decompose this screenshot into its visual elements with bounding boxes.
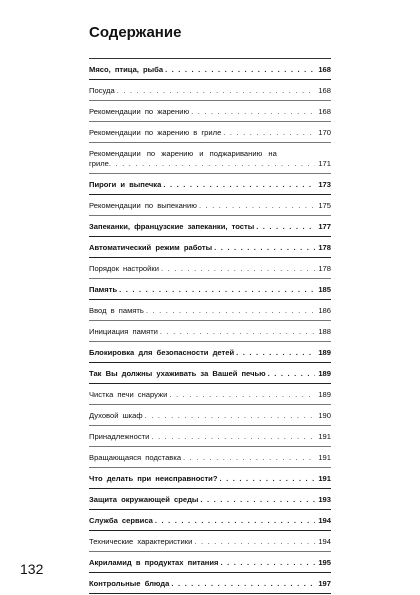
toc-entry (89, 573, 331, 594)
leader-dots (160, 327, 315, 337)
toc-entry-text: Вращающаяся подставка (89, 453, 182, 462)
toc-entry-page: 168 (318, 65, 331, 74)
toc-entry-text: Посуда (89, 86, 115, 95)
leader-dots (191, 107, 315, 117)
toc-entry (89, 321, 331, 342)
toc-entry-text: Память (89, 285, 118, 294)
leader-dots (169, 390, 315, 400)
toc-entry-page: 186 (318, 306, 331, 315)
toc-entry (89, 552, 331, 573)
toc-entry-page: 191 (318, 432, 331, 441)
toc-entry-page: 189 (318, 369, 331, 378)
toc-entry-text: Запеканки, французские запеканки, тосты (89, 222, 255, 231)
toc-entry (89, 174, 331, 195)
toc-entry-text: Рекомендации по жарению и поджариванию на (89, 149, 277, 158)
toc-entry (89, 279, 331, 300)
toc-entry (89, 468, 331, 489)
toc-entry (89, 363, 331, 384)
toc-entry-text: Инициация памяти (89, 327, 158, 336)
leader-dots (256, 222, 315, 232)
toc-entry-page: 193 (318, 495, 331, 504)
leader-dots (151, 432, 315, 442)
toc-entry-text: Что делать при неисправности? (89, 474, 218, 483)
toc-entry-page: 173 (318, 180, 331, 189)
toc-entry-page: 168 (318, 86, 331, 95)
leader-dots (165, 65, 315, 75)
toc-entry-page: 178 (318, 264, 331, 273)
toc-entry-label (89, 149, 331, 169)
leader-dots (214, 243, 315, 253)
toc-entry (89, 405, 331, 426)
toc-entry (89, 59, 331, 80)
toc-entry-text: Защита окружающей среды (89, 495, 199, 504)
toc-entry-page: 191 (318, 474, 331, 483)
toc-entry (89, 101, 331, 122)
toc-entry-text: Так Вы должны ухаживать за Вашей печью (89, 369, 266, 378)
toc-entry-page: 170 (318, 128, 331, 137)
toc-entry-text: Ввод в память (89, 306, 144, 315)
leader-dots (146, 306, 315, 316)
leader-dots (155, 516, 315, 526)
leader-dots (163, 180, 315, 190)
toc-entry (89, 237, 331, 258)
toc-entry-text: Пироги и выпечка (89, 180, 162, 189)
toc-entry-page: 195 (318, 558, 331, 567)
toc-entry-text: Блокировка для безопасности детей (89, 348, 235, 357)
leader-dots (199, 201, 315, 211)
toc-entry-text: Акриламид в продуктах питания (89, 558, 219, 567)
toc-entry-page: 189 (318, 348, 331, 357)
toc-entry (89, 531, 331, 552)
toc-entry-page: 178 (318, 243, 331, 252)
toc-entry (89, 384, 331, 405)
toc-entry-page: 191 (318, 453, 331, 462)
toc-entry-text: Автоматический режим работы (89, 243, 213, 252)
toc-entry-text: Технические характеристики (89, 537, 193, 546)
toc-entry-page: 168 (318, 107, 331, 116)
toc-entry (89, 80, 331, 101)
toc-entry-page: 185 (318, 285, 331, 294)
leader-dots (171, 579, 315, 589)
leader-dots (109, 159, 315, 169)
page-title: Содержание (89, 24, 182, 41)
toc-entry-text: Духовой шкаф (89, 411, 143, 420)
leader-dots (194, 537, 315, 547)
leader-dots (161, 264, 315, 274)
toc-entry-text: Рекомендации по жарению в гриле (89, 128, 222, 137)
toc-entry-page: 189 (318, 390, 331, 399)
leader-dots (223, 128, 315, 138)
page-number: 132 (20, 561, 44, 577)
leader-dots (236, 348, 315, 358)
toc-entry-page: 190 (318, 411, 331, 420)
toc-entry-text: Принадлежности (89, 432, 150, 441)
toc-entry (89, 195, 331, 216)
toc-entry (89, 426, 331, 447)
leader-dots (145, 411, 316, 421)
toc-entry-text: Рекомендации по выпеканию (89, 201, 197, 210)
toc-entry (89, 300, 331, 321)
toc-entry-text: Порядок настройки (89, 264, 159, 273)
toc-entry (89, 143, 331, 174)
toc-entry-text: Контрольные блюда (89, 579, 170, 588)
toc-entry-page: 188 (318, 327, 331, 336)
leader-dots (119, 285, 315, 295)
toc-entry-text: Мясо, птица, рыба (89, 65, 164, 74)
toc-entry (89, 216, 331, 237)
toc-entry (89, 122, 331, 143)
toc-entry-text-continued: гриле (89, 159, 109, 168)
leader-dots (200, 495, 315, 505)
toc-entry (89, 489, 331, 510)
leader-dots (220, 474, 316, 484)
leader-dots (117, 86, 316, 96)
toc-entry (89, 510, 331, 531)
toc-entry-text: Служба сервиса (89, 516, 153, 525)
toc-entry-page: 171 (318, 159, 331, 168)
toc-entry (89, 342, 331, 363)
toc-entry-text: Рекомендации по жарению (89, 107, 190, 116)
toc-entry-page: 194 (318, 537, 331, 546)
table-of-contents (89, 58, 331, 594)
toc-entry-page: 175 (318, 201, 331, 210)
toc-entry (89, 258, 331, 279)
leader-dots (183, 453, 315, 463)
toc-entry-page: 197 (318, 579, 331, 588)
toc-entry-page: 194 (318, 516, 331, 525)
leader-dots (221, 558, 316, 568)
toc-entry-page: 177 (318, 222, 331, 231)
toc-entry-text: Чистка печи снаружи (89, 390, 168, 399)
leader-dots (268, 369, 316, 379)
toc-entry (89, 447, 331, 468)
